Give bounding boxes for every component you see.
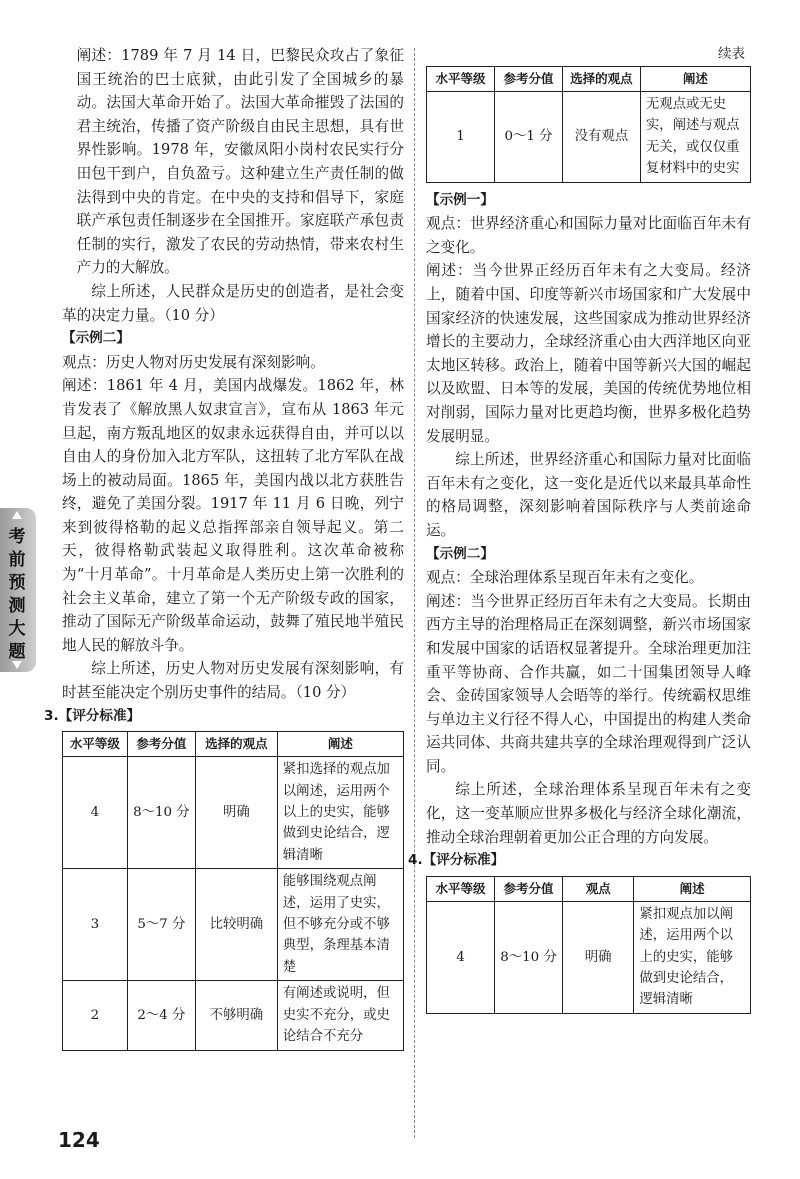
table-header: 水平等级 xyxy=(427,67,495,92)
table-header: 水平等级 xyxy=(63,732,128,757)
score-cell: 8～10 分 xyxy=(495,901,563,1013)
summary-paragraph: 综上所述，人民群众是历史的创造者，是社会变革的决定力量。（10 分） xyxy=(62,282,404,324)
score-cell: 8～10 分 xyxy=(127,757,195,869)
question-heading xyxy=(408,849,751,873)
desc-cell: 能够围绕观点阐述，运用了史实，但不够充分或不够典型，条理基本清楚 xyxy=(277,869,403,981)
scoring-table-continued xyxy=(426,66,751,183)
table-header: 参考分值 xyxy=(127,732,195,757)
example-heading: 【示例一】 xyxy=(426,191,494,208)
desc-cell: 有阐述或说明，但史实不充分，或史论结合不充分 xyxy=(277,981,403,1050)
viewpoint: 观点：世界经济重心和国际力量对比面临百年未有之变化。 xyxy=(426,215,751,256)
table-header: 参考分值 xyxy=(495,67,563,92)
summary-paragraph: 综上所述，世界经济重心和国际力量对比面临百年未有之变化，这一变化是近代以来最具革命性的格局调整，深刻影响着国际秩序与人类前途命运。 xyxy=(426,451,751,539)
table-header: 参考分值 xyxy=(495,876,563,901)
summary-paragraph: 综上所述，历史人物对历史发展有深刻影响，有时甚至能决定个别历史事件的结局。（10 分） xyxy=(62,660,404,702)
right-column xyxy=(408,44,751,1020)
section-title: 【评分标准】 xyxy=(422,852,505,869)
table-header: 阐述 xyxy=(640,67,750,92)
score-cell: 0～1 分 xyxy=(495,92,563,183)
question-heading xyxy=(44,705,404,729)
summary-paragraph: 综上所述，全球治理体系呈现百年未有之变化，这一变革顺应世界多极化与经济全球化潮流，推动全球治理朝着更加公正合理的方向发展。 xyxy=(426,781,751,846)
side-tab xyxy=(0,508,36,672)
down-arrow-icon xyxy=(12,661,22,669)
desc-cell: 紧扣观点加以阐述，运用两个以上的史实，能够做到史论结合，逻辑清晰 xyxy=(634,901,751,1013)
scoring-table xyxy=(426,876,751,1014)
table-header: 选择的观点 xyxy=(563,67,641,92)
column-divider xyxy=(414,48,415,1138)
table-row xyxy=(427,92,751,183)
up-arrow-icon xyxy=(12,511,22,519)
desc-cell: 无观点或无史实，阐述与观点无关，或仅仅重复材料中的史实 xyxy=(640,92,750,183)
continued-label: 续表 xyxy=(718,46,745,62)
level-cell: 3 xyxy=(63,869,128,981)
paragraph: 阐述：当今世界正经历百年未有之大变局。长期由西方主导的治理格局正在深刻调整，新兴市场国家和发展中国家的话语权显著提升。全球治理更加注重平等协商、合作共赢，如二十国集团领导人峰会、金砖国家领导人会晤等的举行。传统霸权思维与单边主义行径不得人心，中国提出的构建人类命运共同体、共商共建共享的全球治理观得到广泛认同。 xyxy=(426,592,751,775)
paragraph: 阐述：当今世界正经历百年未有之大变局。经济上，随着中国、印度等新兴市场国家和广大发展中国家经济的快速发展，这些国家成为推动世界经济增长的主要动力，全球经济重心由大西洋地区向亚太地区转移。政治上，随着中国等新兴大国的崛起以及欧盟、日本等的发展，美国的传统优势地位相对削弱，国际力量对比更趋均衡，世界多极化趋势发展明显。 xyxy=(426,262,751,445)
view-cell: 明确 xyxy=(195,757,277,869)
example-heading: 【示例二】 xyxy=(426,545,494,562)
score-cell: 2～4 分 xyxy=(127,981,195,1050)
table-header: 水平等级 xyxy=(427,876,495,901)
table-header: 观点 xyxy=(563,876,634,901)
example-heading: 【示例二】 xyxy=(62,330,130,347)
table-header: 阐述 xyxy=(277,732,403,757)
section-title: 【评分标准】 xyxy=(58,707,141,724)
level-cell: 4 xyxy=(63,757,128,869)
level-cell: 1 xyxy=(427,92,495,183)
table-row xyxy=(63,757,404,869)
question-number: 4. xyxy=(408,852,423,869)
question-number: 3. xyxy=(44,707,59,724)
table-row xyxy=(63,981,404,1050)
view-cell: 不够明确 xyxy=(195,981,277,1050)
table-row xyxy=(63,869,404,981)
paragraph: 阐述：1789 年 7 月 14 日，巴黎民众攻占了象征国王统治的巴士底狱，由此引发了全国城乡的暴动。法国大革命开始了。法国大革命摧毁了法国的君主统治，传播了资产阶级自由民主思想，具有世界性影响。1978 年，安徽凤阳小岗村农民实行分田包干到户，自负盈亏。这种建立生产责任制的做法得到中央的肯定。在中央的支持和倡导下，家庭联产承包责任制逐步在全国推开。家庭联产承包责任制的实行，激发了农民的劳动热情，带来农村生产力的大解放。 xyxy=(76,47,404,277)
view-cell: 明确 xyxy=(563,901,634,1013)
view-cell: 比较明确 xyxy=(195,869,277,981)
side-tab-label: 考前预测大题 xyxy=(8,527,26,662)
table-header: 阐述 xyxy=(634,876,751,901)
table-header: 选择的观点 xyxy=(195,732,277,757)
table-row xyxy=(427,901,751,1013)
score-cell: 5～7 分 xyxy=(127,869,195,981)
scoring-table xyxy=(62,731,404,1050)
level-cell: 4 xyxy=(427,901,495,1013)
left-column xyxy=(44,44,404,1057)
desc-cell: 紧扣选择的观点加以阐述，运用两个以上的史实，能够做到史论结合，逻辑清晰 xyxy=(277,757,403,869)
view-cell: 没有观点 xyxy=(563,92,641,183)
level-cell: 2 xyxy=(63,981,128,1050)
paragraph: 阐述：1861 年 4 月，美国内战爆发。1862 年，林肯发表了《解放黑人奴隶宣言》，宣布从 1863 年元旦起，南方叛乱地区的奴隶永远获得自由，并可以以自由人的身份加入北方军队，这扭转了北方军队在战场上的被动局面。1865 年，美国内战以北方获胜告终，避免了美国分裂。1917 年 11 月 6 日晚，列宁来到彼得格勒的起义总指挥部亲自领导起义。第二天，彼得格勒武装起义取得胜利。这次革命被称为“十月革命”。十月革命是人类历史上第一次胜利的社会主义革命，建立了第一个无产阶级专政的国家，推动了国际无产阶级革命运动，鼓舞了殖民地半殖民地人民的解放斗争。 xyxy=(62,377,404,654)
viewpoint: 观点：全球治理体系呈现百年未有之变化。 xyxy=(426,569,704,587)
viewpoint: 观点：历史人物对历史发展有深刻影响。 xyxy=(62,353,325,371)
page-number: 124 xyxy=(58,1128,100,1152)
